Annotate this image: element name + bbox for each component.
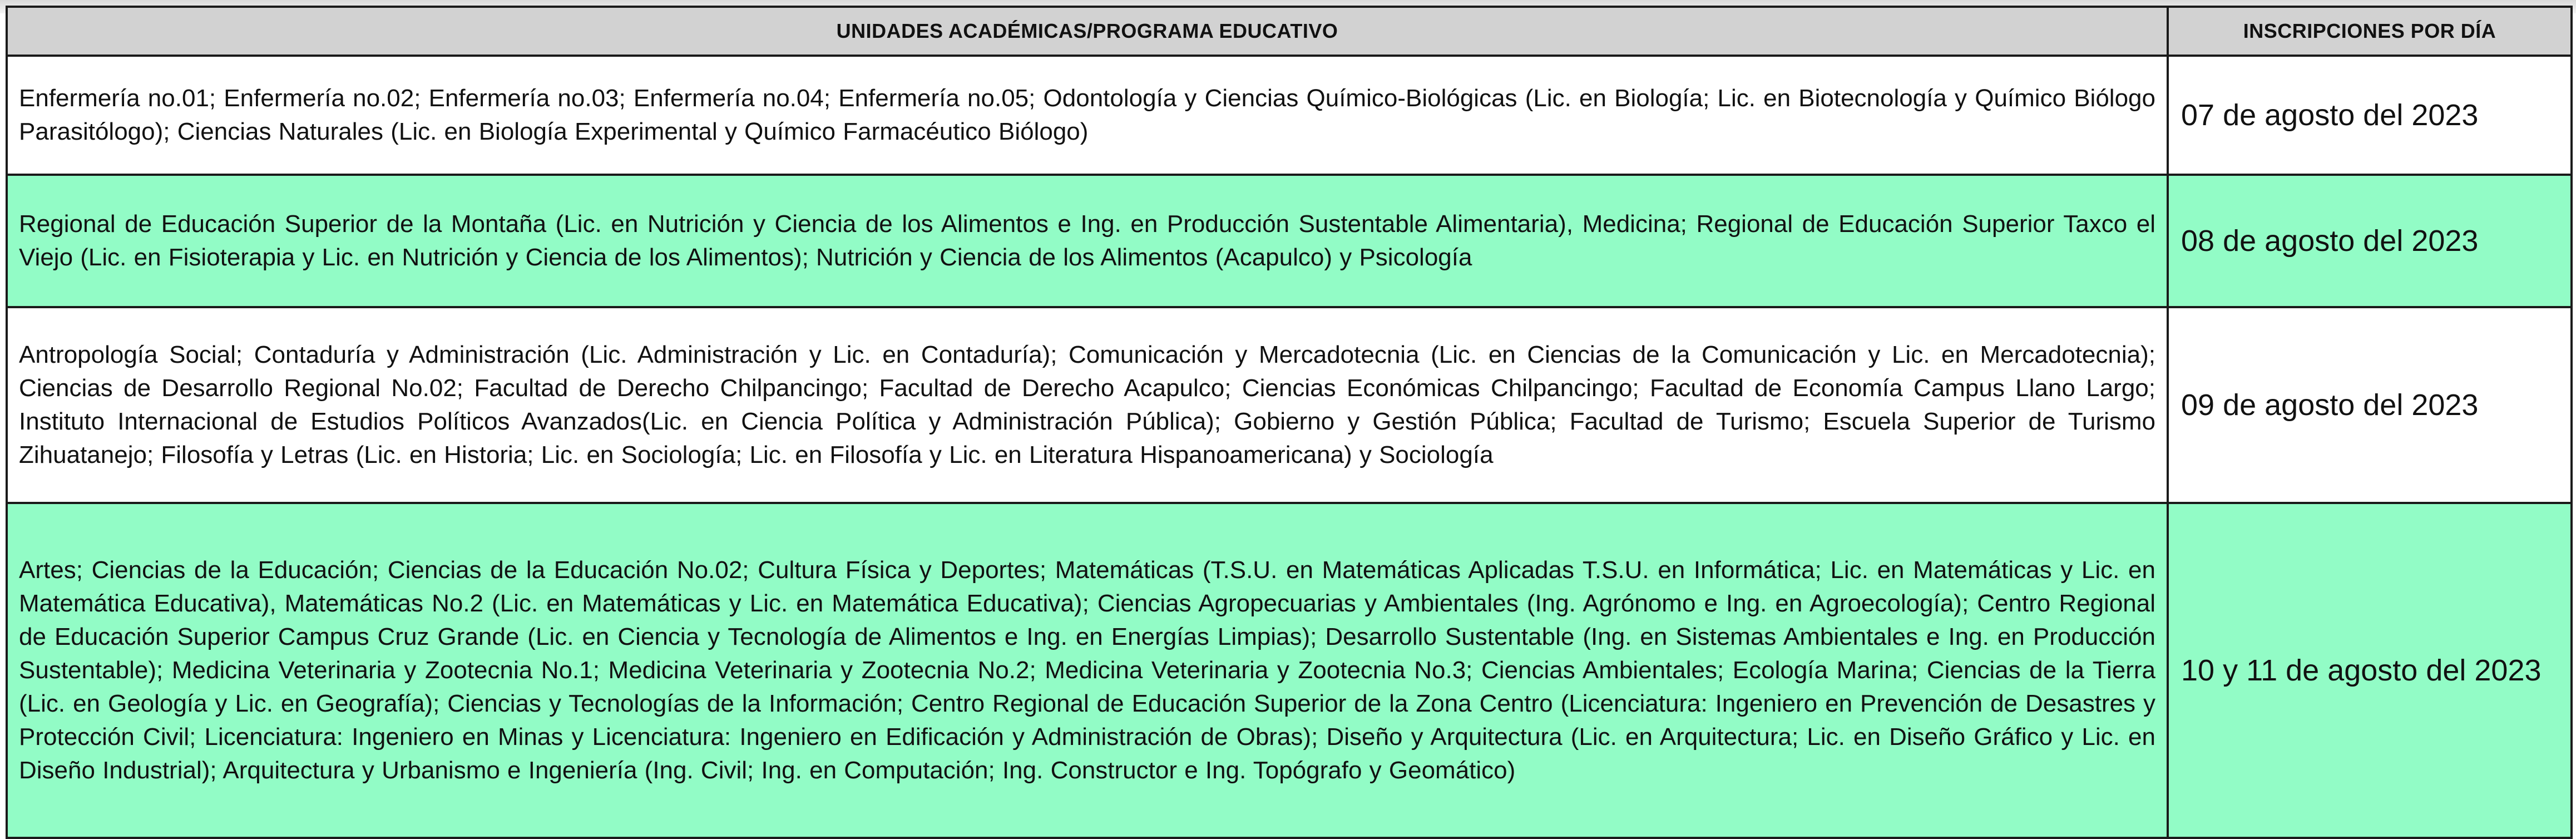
enrollment-schedule-table — [6, 6, 2573, 839]
table-row — [7, 503, 2572, 838]
academic-units-cell: Artes; Ciencias de la Educación; Ciencias de la Educación No.02; Cultura Física y Deportes; Matemáticas (T.S.U. en Matemáticas Aplicadas T.S.U. en Informática; Lic. en Matemáticas y Lic. en Matemática Educativa), Matemáticas No.2 (Lic. en Matemáticas y Lic. en Matemática Educativa); Ciencias Agropecuarias y Ambientales (Ing. Agrónomo e Ing. en Agroecología); Centro Regional de Educación Superior Campus Cruz Grande (Lic. en Ciencia y Tecnología de Alimentos e Ing. en Energías Limpias); Desarrollo Sustentable (Ing. en Sistemas Ambientales e Ing. en Producción Sustentable); Medicina Veterinaria y Zootecnia No.1; Medicina Veterinaria y Zootecnia No.2; Medicina Veterinaria y Zootecnia No.3; Ciencias Ambientales; Ecología Marina; Ciencias de la Tierra (Lic. en Geología y Lic. en Geografía); Ciencias y Tecnologías de la Información; Centro Regional de Educación Superior de la Zona Centro (Licenciatura: Ingeniero en Prevención de Desastres y Protección Civil; Licenciatura: Ingeniero en Minas y Licenciatura: Ingeniero en Edificación y Administración de Obras); Diseño y Arquitectura (Lic. en Arquitectura; Lic. en Diseño Gráfico y Lic. en Diseño Industrial); Arquitectura y Urbanismo e Ingeniería (Ing. Civil; Ing. en Computación; Ing. Constructor e Ing. Topógrafo y Geomático) — [7, 503, 2168, 838]
academic-units-cell: Antropología Social; Contaduría y Administración (Lic. Administración y Lic. en Contaduría); Comunicación y Mercadotecnia (Lic. en Ciencias de la Comunicación y Lic. en Mercadotecnia); Ciencias de Desarrollo Regional No.02; Facultad de Derecho Chilpancingo; Facultad de Derecho Acapulco; Ciencias Económicas Chilpancingo; Facultad de Economía Campus Llano Largo; Instituto Internacional de Estudios Políticos Avanzados(Lic. en Ciencia Política y Administración Pública); Gobierno y Gestión Pública; Facultad de Turismo; Escuela Superior de Turismo Zihuatanejo; Filosofía y Letras (Lic. en Historia; Lic. en Sociología; Lic. en Filosofía y Lic. en Literatura Hispanoamericana) y Sociología — [7, 307, 2168, 503]
table-row — [7, 175, 2572, 307]
table-header-row — [7, 7, 2572, 56]
header-enrollment-date: INSCRIPCIONES POR DÍA — [2168, 7, 2572, 56]
header-academic-units: UNIDADES ACADÉMICAS/PROGRAMA EDUCATIVO — [7, 7, 2168, 56]
table-row — [7, 307, 2572, 503]
academic-units-cell: Enfermería no.01; Enfermería no.02; Enfermería no.03; Enfermería no.04; Enfermería no.05; Odontología y Ciencias Químico-Biológicas (Lic. en Biología; Lic. en Biotecnología y Químico Biólogo Parasitólogo); Ciencias Naturales (Lic. en Biología Experimental y Químico Farmacéutico Biólogo) — [7, 56, 2168, 175]
enrollment-date-cell: 07 de agosto del 2023 — [2168, 56, 2572, 175]
enrollment-date-cell: 09 de agosto del 2023 — [2168, 307, 2572, 503]
table-row — [7, 56, 2572, 175]
academic-units-cell: Regional de Educación Superior de la Montaña (Lic. en Nutrición y Ciencia de los Alimentos e Ing. en Producción Sustentable Alimentaria), Medicina; Regional de Educación Superior Taxco el Viejo (Lic. en Fisioterapia y Lic. en Nutrición y Ciencia de los Alimentos); Nutrición y Ciencia de los Alimentos (Acapulco) y Psicología — [7, 175, 2168, 307]
enrollment-date-cell: 10 y 11 de agosto del 2023 — [2168, 503, 2572, 838]
enrollment-date-cell: 08 de agosto del 2023 — [2168, 175, 2572, 307]
